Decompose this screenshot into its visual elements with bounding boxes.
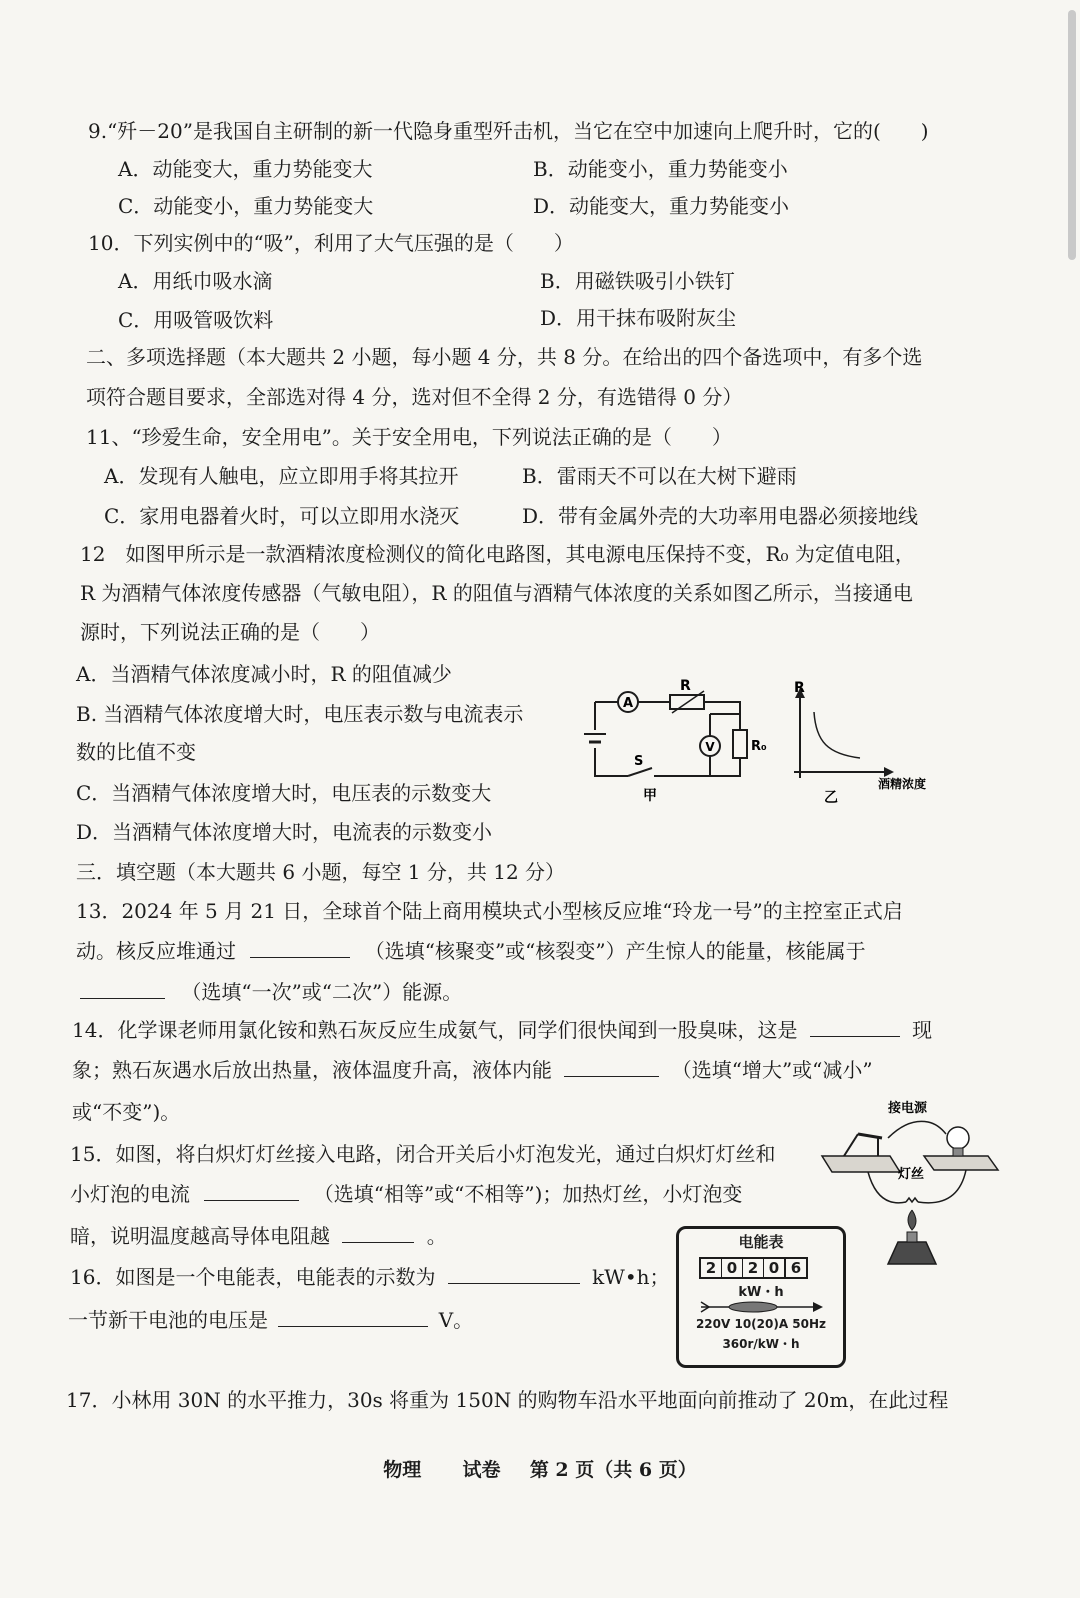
switch-base: [822, 1156, 900, 1172]
sensor-resistor-label: R: [680, 678, 691, 694]
filament-figure: [818, 1098, 1008, 1278]
section2-heading: 二、多项选择题（本大题共 2 小题，每小题 4 分，共 8 分。在给出的四个备选项中，有多个选: [86, 345, 923, 369]
q13-stem-1: 13．2024 年 5 月 21 日，全球首个陆上商用模块式小型核反应堆“玲龙一号”的主控室正式启: [76, 899, 903, 923]
q14-stem-1b: 现: [912, 1018, 933, 1042]
graph-x-arrow: [884, 767, 894, 777]
meter-digits: [699, 1257, 808, 1279]
footer-paper: 试卷: [462, 1459, 501, 1481]
meter-unit: kW・h: [738, 1285, 784, 1300]
q17-stem-1: 17．小林用 30N 的水平推力，30s 将重为 150N 的购物车沿水平地面向前推动了 20m，在此过程: [66, 1388, 949, 1412]
q10-option-c: C．用吸管吸饮料: [118, 308, 274, 332]
q13-answer-blank-2[interactable]: [80, 978, 165, 999]
q13-stem-3: [80, 978, 462, 1006]
ammeter-label: A: [622, 696, 634, 711]
q12-option-b-cont: 数的比值不变: [76, 740, 196, 764]
graph-y-label: R: [794, 680, 805, 696]
q11-option-c: C．家用电器着火时，可以立即用水浇灭: [104, 504, 460, 528]
section3-heading: 三．填空题（本大题共 6 小题，每空 1 分，共 12 分）: [76, 860, 566, 884]
q15-stem-3: [70, 1222, 447, 1250]
bulb-socket: [953, 1148, 963, 1156]
q16-stem-2: [68, 1306, 473, 1334]
q15-stem-1: 15．如图，将白炽灯灯丝接入电路，闭合开关后小灯泡发光，通过白炽灯灯丝和: [70, 1142, 776, 1166]
q13-stem-3-text: （选填“一次”或“二次”）能源。: [181, 980, 463, 1004]
meter-digit: 2: [743, 1259, 764, 1277]
q14-answer-blank-2[interactable]: [564, 1056, 659, 1077]
page-footer: [0, 1455, 1080, 1482]
q14-answer-blank-1[interactable]: [810, 1016, 900, 1037]
filament-label: 灯丝: [898, 1167, 925, 1182]
q9-option-b: B．动能变小，重力势能变小: [533, 157, 788, 181]
q13-stem-2: [76, 937, 866, 965]
energy-meter: [676, 1226, 846, 1368]
meter-disc-arrow: [697, 1299, 827, 1315]
meter-spec-rating: 220V 10(20)A 50Hz: [695, 1317, 827, 1331]
q16-stem-2a: 一节新干电池的电压是: [68, 1308, 268, 1332]
q11-stem: 11、“珍爱生命，安全用电”。关于安全用电，下列说法正确的是（ ）: [86, 425, 732, 449]
wire-right: [918, 1170, 966, 1203]
q16-stem-1a: 16．如图是一个电能表，电能表的示数为: [70, 1265, 436, 1289]
q12-option-d: D．当酒精气体浓度增大时，电流表的示数变小: [76, 820, 493, 844]
q14-stem-2a: 象；熟石灰遇水后放出热量，液体温度升高，液体内能: [72, 1058, 552, 1082]
q15-stem-2: [70, 1180, 742, 1208]
q10-option-a: A．用纸巾吸水滴: [118, 269, 273, 293]
q13-answer-blank-1[interactable]: [250, 937, 350, 958]
meter-digit: 0: [722, 1259, 743, 1277]
q11-option-b: B．雷雨天不可以在大树下避雨: [522, 464, 797, 488]
meter-spec-constant: 360r/kW・h: [722, 1337, 800, 1351]
q16-answer-blank-1[interactable]: [448, 1263, 580, 1284]
q12-stem-3: 源时，下列说法正确的是（ ）: [80, 620, 380, 644]
footer-subject: 物理: [383, 1459, 422, 1481]
q14-stem-2: [72, 1056, 873, 1084]
q15-answer-blank-1[interactable]: [204, 1180, 299, 1201]
light-bulb-icon: [947, 1127, 969, 1149]
resistance-graph: [788, 672, 948, 812]
graph-curve: [814, 712, 860, 758]
q15-stem-3b: 。: [426, 1224, 447, 1248]
footer-page-number: 第 2 页（共 6 页）: [529, 1459, 697, 1481]
q11-option-a: A．发现有人触电，应立即用手将其拉开: [104, 464, 459, 488]
switch-label: S: [634, 754, 644, 769]
scrollbar[interactable]: [1068, 10, 1076, 260]
wire-top: [888, 1121, 946, 1138]
q12-stem-2: R 为酒精气体浓度传感器（气敏电阻），R 的阻值与酒精气体浓度的关系如图乙所示，当接通电: [80, 581, 913, 605]
q14-stem-1: [72, 1016, 932, 1044]
lamp-wick-holder: [907, 1232, 917, 1242]
switch-post-left: [844, 1134, 858, 1156]
section2-heading-cont: 项符合题目要求，全部选对得 4 分，选对但不全得 2 分，有选错得 0 分）: [86, 385, 743, 409]
meter-digit-decimal: 6: [790, 1259, 802, 1277]
graph-x-label: 酒精浓度: [878, 777, 927, 791]
meter-digit: 0: [764, 1259, 786, 1277]
voltmeter-label: V: [705, 740, 715, 754]
q16-stem-2b: V。: [438, 1308, 474, 1332]
q13-stem-2b: （选填“核聚变”或“核裂变”）产生惊人的能量，核能属于: [364, 939, 866, 963]
circuit-caption: 甲: [643, 788, 657, 804]
lamp-base: [924, 1156, 998, 1170]
q15-stem-2a: 小灯泡的电流: [70, 1182, 190, 1206]
q15-answer-blank-2[interactable]: [342, 1222, 414, 1243]
switch-lever: [858, 1134, 882, 1138]
q9-stem: 9.“歼－20”是我国自主研制的新一代隐身重型歼击机，当它在空中加速向上爬升时，它的( ): [88, 119, 929, 143]
alcohol-lamp: [888, 1242, 936, 1264]
fixed-resistor: [733, 730, 747, 758]
q14-stem-3: 或“不变”)。: [72, 1100, 181, 1124]
power-source-label: 接电源: [888, 1101, 928, 1116]
flame-icon: [908, 1210, 916, 1230]
q13-stem-2a: 动。核反应堆通过: [76, 939, 236, 963]
filament-coil: [906, 1198, 918, 1202]
q10-option-b: B．用磁铁吸引小铁钉: [540, 269, 735, 293]
q10-option-d: D．用干抹布吸附灰尘: [540, 306, 737, 330]
q15-stem-3a: 暗，说明温度越高导体电阻越: [70, 1224, 330, 1248]
q16-stem-1b: kW•h；: [592, 1265, 670, 1289]
q16-stem-1: [70, 1263, 670, 1291]
q10-stem: 10．下列实例中的“吸”，利用了大气压强的是（ ）: [88, 231, 574, 255]
q12-option-b: B. 当酒精气体浓度增大时，电压表示数与电流表示: [76, 702, 524, 726]
q16-answer-blank-2[interactable]: [278, 1306, 428, 1327]
q9-option-c: C．动能变小，重力势能变大: [118, 194, 374, 218]
fixed-resistor-label: R₀: [751, 739, 767, 754]
circuit-diagram: [580, 670, 780, 810]
graph-caption: 乙: [824, 790, 838, 806]
q12-stem-1: 12 如图甲所示是一款酒精浓度检测仪的简化电路图，其电源电压保持不变，R₀ 为定值电阻，: [80, 542, 915, 566]
energy-meter-title: 电能表: [738, 1233, 784, 1251]
q9-option-d: D．动能变大，重力势能变小: [533, 194, 790, 218]
q12-option-c: C．当酒精气体浓度增大时，电压表的示数变大: [76, 781, 492, 805]
q12-option-a: A．当酒精气体浓度减小时，R 的阻值减少: [76, 662, 452, 686]
q15-stem-2b: （选填“相等”或“不相等”)；加热灯丝，小灯泡变: [313, 1182, 743, 1206]
q14-stem-2b: （选填“增大”或“减小”: [671, 1058, 873, 1082]
q11-option-d: D．带有金属外壳的大功率用电器必须接地线: [522, 504, 919, 528]
meter-digit: 2: [701, 1259, 722, 1277]
q9-option-a: A．动能变大，重力势能变大: [118, 157, 373, 181]
q14-stem-1a: 14．化学课老师用氯化铵和熟石灰反应生成氨气，同学们很快闻到一股臭味，这是: [72, 1018, 798, 1042]
